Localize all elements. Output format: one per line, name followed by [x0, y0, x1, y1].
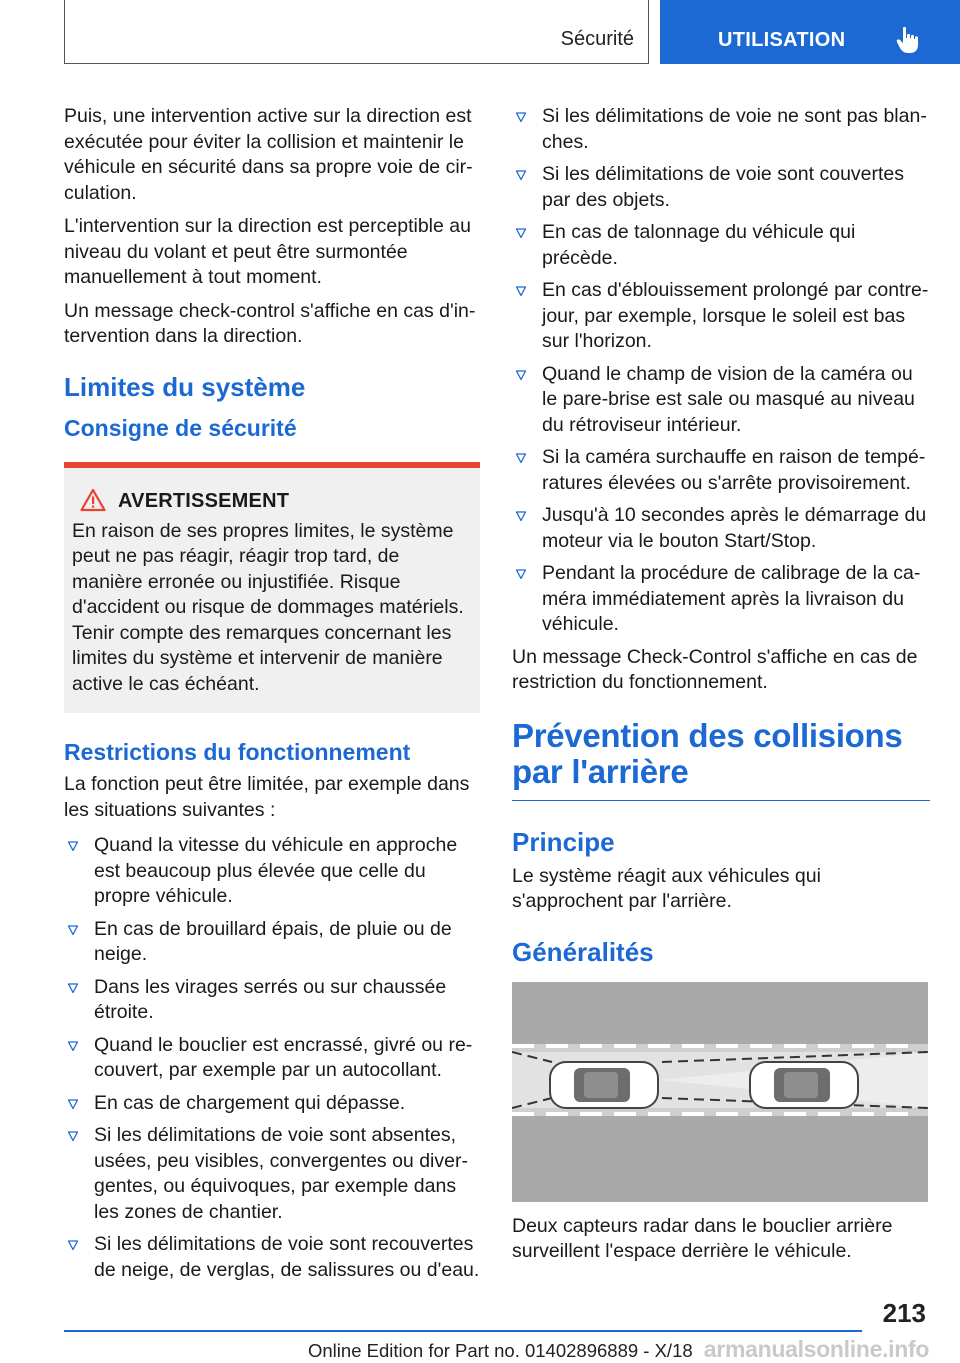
header-chapter-tab[interactable]	[660, 0, 960, 64]
list-item	[64, 1232, 480, 1283]
list-item-text: Si les délimitations de voie ne sont pas blanches.	[542, 105, 927, 153]
bullet-triangle-icon	[67, 924, 79, 936]
header-chapter-label: UTILISATION	[718, 29, 846, 51]
list-item-text: Si les délimitations de voie sont recouvertes de neige, de verglas, de salissures ou d'eau.	[94, 1233, 480, 1281]
list-item	[512, 278, 930, 355]
bullet-triangle-icon	[67, 1239, 79, 1251]
list-item	[64, 833, 480, 910]
list-item	[64, 917, 480, 968]
heading-restrictions: Restrictions du fonctionnement	[64, 739, 411, 765]
bullet-triangle-icon	[67, 1098, 79, 1110]
list-item	[64, 975, 480, 1026]
list-item-text: Si la caméra surchauffe en raison de températures élevées ou s'arrête provisoirement.	[542, 446, 926, 494]
warning-title	[118, 490, 472, 513]
pointing-hand-icon	[896, 26, 922, 59]
list-item-text: Si les délimitations de voie sont absentes, usées, peu visibles, convergentes ou divergentes, ou équivoques, par exemple dans les zones de chantier.	[94, 1124, 468, 1223]
list-item	[512, 104, 930, 155]
bullet-triangle-icon	[515, 369, 527, 381]
bullet-triangle-icon	[67, 982, 79, 994]
own-car-icon	[750, 1062, 858, 1108]
intro-paragraph: Puis, une intervention active sur la direction est exécutée pour éviter la collision et maintenir le véhicule en sécurité dans sa propre voie de circulation.	[64, 105, 473, 204]
figure-caption: Deux capteurs radar dans le bouclier arrière surveillent l'espace derrière le véhicule.	[512, 1214, 893, 1262]
right-column	[512, 104, 930, 1273]
list-item	[512, 561, 930, 638]
list-item	[64, 1123, 480, 1225]
footer-divider	[64, 1330, 862, 1332]
warning-triangle-icon	[80, 488, 106, 518]
following-car-icon	[550, 1062, 658, 1108]
heading-general: Généralités	[512, 936, 654, 967]
bullet-triangle-icon	[67, 1040, 79, 1052]
bullet-triangle-icon	[515, 227, 527, 239]
list-item-text: En cas de chargement qui dépasse.	[94, 1091, 406, 1114]
principle-text: Le système réagit aux véhicules qui s'approchent par l'arrière.	[512, 864, 821, 912]
restrictions-list	[64, 833, 480, 1283]
bullet-triangle-icon	[515, 169, 527, 181]
bullet-triangle-icon	[67, 1130, 79, 1142]
two-cars-radar-illustration	[512, 982, 928, 1202]
list-item-text: Quand la vitesse du véhicule en approche est beaucoup plus élevée que celle du propre véhicule.	[94, 834, 458, 907]
bullet-triangle-icon	[515, 111, 527, 123]
heading-limits: Limites du système	[64, 371, 306, 402]
list-item-text: Jusqu'à 10 secondes après le démarrage du moteur via le bouton Start/Stop.	[542, 504, 927, 552]
chapter-title: Prévention des collisions par l'arrière	[512, 718, 930, 801]
list-item-text: En cas de talonnage du véhicule qui précède.	[542, 221, 856, 269]
list-item	[512, 503, 930, 554]
page-number: 213	[882, 1298, 926, 1328]
list-item	[512, 220, 930, 271]
list-item	[64, 1091, 480, 1117]
list-item	[512, 445, 930, 496]
bullet-triangle-icon	[515, 285, 527, 297]
list-item-text: Quand le bouclier est encrassé, givré ou recouvert, par exemple par un autocollant.	[94, 1033, 473, 1081]
header-section-box	[64, 0, 649, 64]
footer-edition	[308, 1336, 929, 1363]
list-item-text: Dans les virages serrés ou sur chaussée étroite.	[94, 975, 447, 1023]
header-section-title: Sécurité	[560, 28, 634, 50]
list-item	[512, 162, 930, 213]
list-item	[512, 362, 930, 439]
bullet-triangle-icon	[515, 510, 527, 522]
footer-watermark-site: armanualsonline.info	[703, 1336, 930, 1362]
list-item	[64, 1033, 480, 1084]
warning-text: En raison de ses propres limites, le système peut ne pas réagir, réagir trop tard, de manière erronée ou injustifiée. Risque d'accident ou risque de dommages matériels. Tenir compte des remarques concernant les limites du système et intervenir de manière active le cas échéant.	[72, 519, 464, 695]
intro-paragraph: Un message check-control s'affiche en cas d'intervention dans la direction.	[64, 299, 476, 347]
left-column	[64, 104, 480, 1290]
check-control-note: Un message Check-Control s'affiche en cas de restriction du fonctionnement.	[512, 645, 918, 693]
bullet-triangle-icon	[515, 452, 527, 464]
warning-box	[64, 462, 480, 714]
warning-title-text: AVERTISSEMENT	[118, 489, 290, 512]
list-item-text: Pendant la procédure de calibrage de la caméra immédiatement après la livraison du véhicule.	[542, 562, 921, 635]
restrictions-intro: La fonction peut être limitée, par exemple dans les situations suivantes :	[64, 773, 470, 821]
heading-safety-note: Consigne de sécurité	[64, 414, 297, 441]
list-item-text: Quand le champ de vision de la caméra ou le pare-brise est sale ou masqué au niveau du rétroviseur intérieur.	[542, 362, 915, 436]
bullet-triangle-icon	[515, 568, 527, 580]
footer-edition-text: Online Edition for Part no. 01402896889 - X/18	[308, 1340, 693, 1361]
list-item-text: En cas de brouillard épais, de pluie ou de neige.	[94, 917, 452, 965]
bullet-triangle-icon	[67, 840, 79, 852]
list-item-text: Si les délimitations de voie sont couvertes par des objets.	[542, 163, 905, 211]
rear-collision-illustration	[512, 982, 928, 1202]
intro-paragraph: L'intervention sur la direction est perceptible au niveau du volant et peut être surmontée manuellement à tout moment.	[64, 215, 471, 288]
restrictions-list-continued	[512, 104, 930, 638]
heading-principle: Principe	[512, 826, 615, 857]
list-item-text: En cas d'éblouissement prolongé par contre-jour, par exemple, lorsque le soleil est bas sur l'horizon.	[542, 279, 929, 352]
